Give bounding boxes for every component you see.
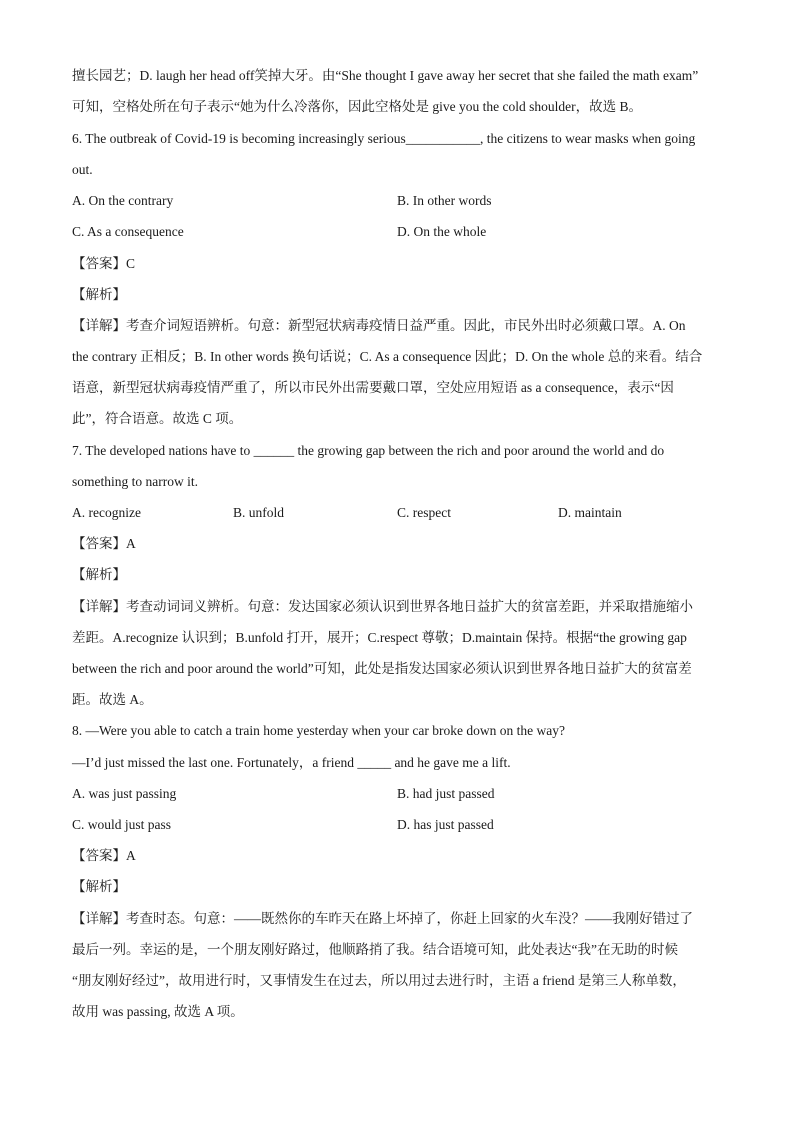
q7-analysis-heading: 【解析】 (72, 567, 126, 582)
q8-explanation: “朋友刚好经过”，故用进行时，又事情发生在过去，所以用过去进行时，主语 a friend 是第三人称单数， (72, 973, 686, 988)
question-6-stem: 6. The outbreak of Covid-19 is becoming increasingly serious___________, the citizens to wear masks when going (72, 131, 696, 146)
q8-explanation: 故用 was passing, 故选 A 项。 (72, 1004, 244, 1019)
q8-option-b: B. had just passed (397, 786, 495, 801)
q6-analysis-heading: 【解析】 (72, 287, 126, 302)
q7-explanation: 【详解】考查动词词义辨析。句意：发达国家必须认识到世界各地日益扩大的贫富差距，并采取措施缩小 (72, 599, 693, 614)
q8-analysis-heading: 【解析】 (72, 879, 126, 894)
q6-option-b: B. In other words (397, 193, 492, 208)
question-8-stem-cont: —I’d just missed the last one. Fortunately，a friend _____ and he gave me a lift. (72, 755, 511, 770)
q6-option-c: C. As a consequence (72, 224, 184, 239)
q8-option-d: D. has just passed (397, 817, 494, 832)
q8-explanation: 【详解】考查时态。句意：——既然你的车昨天在路上坏掉了，你赶上回家的火车没？——我刚好错过了 (72, 911, 693, 926)
q8-option-c: C. would just pass (72, 817, 172, 832)
q8-explanation: 最后一列。幸运的是，一个朋友刚好路过，他顺路捎了我。结合语境可知，此处表达“我”在无助的时候 (72, 942, 678, 957)
q7-explanation: 距。故选 A。 (72, 692, 153, 707)
q7-option-b: B. unfold (233, 505, 285, 520)
q6-explanation: 语意，新型冠状病毒疫情严重了，所以市民外出需要戴口罩，空处应用短语 as a consequence，表示“因 (72, 380, 674, 395)
q8-answer: 【答案】A (72, 848, 136, 863)
q7-answer: 【答案】A (72, 536, 136, 551)
question-6-stem-cont: out. (72, 162, 93, 177)
text-line: 可知，空格处所在句子表示“她为什么冷落你，因此空格处是 give you the cold shoulder，故选 B。 (72, 99, 642, 114)
text-line: 擅长园艺；D. laugh her head off笑掉大牙。由“She thought I gave away her secret that she failed the math exam” (72, 68, 699, 83)
q6-explanation: 此”，符合语意。故选 C 项。 (72, 411, 243, 426)
question-7-stem: 7. The developed nations have to ______ the growing gap between the rich and poor around the world and do (72, 443, 665, 458)
q7-option-c: C. respect (397, 505, 451, 520)
q6-explanation: 【详解】考查介词短语辨析。句意：新型冠状病毒疫情日益严重。因此，市民外出时必须戴口罩。A. On (72, 318, 686, 333)
q7-option-a: A. recognize (72, 505, 141, 520)
q6-option-a: A. On the contrary (72, 193, 174, 208)
question-8-stem: 8. —Were you able to catch a train home yesterday when your car broke down on the way? (72, 723, 565, 738)
q7-explanation: 差距。A.recognize 认识到；B.unfold 打开，展开；C.respect 尊敬；D.maintain 保持。根据“the growing gap (72, 630, 687, 645)
question-7-stem-cont: something to narrow it. (72, 474, 198, 489)
q6-answer: 【答案】C (72, 256, 136, 271)
q6-explanation: the contrary 正相反；B. In other words 换句话说；C. As a consequence 因此；D. On the whole 总的来看。结合 (72, 349, 703, 364)
q7-option-d: D. maintain (558, 505, 622, 520)
q7-explanation: between the rich and poor around the world”可知，此处是指发达国家必须认识到世界各地日益扩大的贫富差 (72, 661, 692, 676)
q8-option-a: A. was just passing (72, 786, 177, 801)
q6-option-d: D. On the whole (397, 224, 487, 239)
